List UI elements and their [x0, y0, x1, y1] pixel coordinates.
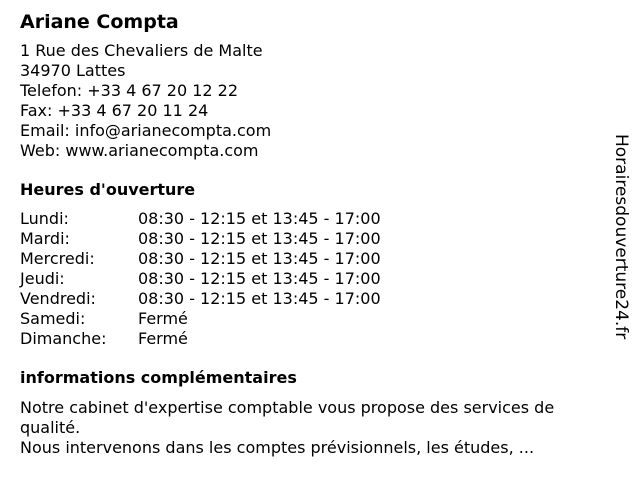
day-label: Dimanche: — [20, 329, 107, 348]
time-value: Fermé — [138, 329, 188, 348]
time-value: 08:30 - 12:15 et 13:45 - 17:00 — [138, 209, 381, 228]
email-line: Email: info@arianecompta.com — [20, 121, 272, 140]
day-label: Mercredi: — [20, 249, 95, 268]
web-line: Web: www.arianecompta.com — [20, 141, 259, 160]
day-label: Samedi: — [20, 309, 86, 328]
info-title: informations complémentaires — [20, 368, 297, 387]
day-label: Lundi: — [20, 209, 69, 228]
hours-row — [20, 209, 600, 229]
hours-row — [20, 249, 600, 269]
hours-row — [20, 289, 600, 309]
fax-line: Fax: +33 4 67 20 11 24 — [20, 101, 209, 120]
day-label: Mardi: — [20, 229, 70, 248]
business-card — [20, 10, 600, 458]
time-value: Fermé — [138, 309, 188, 328]
address-line-1: 1 Rue des Chevaliers de Malte — [20, 41, 263, 60]
time-value: 08:30 - 12:15 et 13:45 - 17:00 — [138, 269, 381, 288]
time-value: 08:30 - 12:15 et 13:45 - 17:00 — [138, 249, 381, 268]
info-paragraph-2: Nous intervenons dans les comptes prévisionnels, les études, ... — [20, 438, 535, 457]
hours-row — [20, 269, 600, 289]
hours-row — [20, 229, 600, 249]
hours-table — [20, 209, 600, 349]
hours-title: Heures d'ouverture — [20, 180, 196, 199]
time-value: 08:30 - 12:15 et 13:45 - 17:00 — [138, 289, 381, 308]
hours-row — [20, 309, 600, 329]
day-label: Jeudi: — [20, 269, 65, 288]
watermark: Horairesdouverture24.fr — [611, 134, 631, 340]
phone-line: Telefon: +33 4 67 20 12 22 — [20, 81, 239, 100]
time-value: 08:30 - 12:15 et 13:45 - 17:00 — [138, 229, 381, 248]
business-name: Ariane Compta — [20, 11, 179, 33]
day-label: Vendredi: — [20, 289, 96, 308]
address-line-2: 34970 Lattes — [20, 61, 126, 80]
hours-row — [20, 329, 600, 349]
info-paragraph-1: Notre cabinet d'expertise comptable vous propose des services de qualité. — [20, 398, 555, 437]
